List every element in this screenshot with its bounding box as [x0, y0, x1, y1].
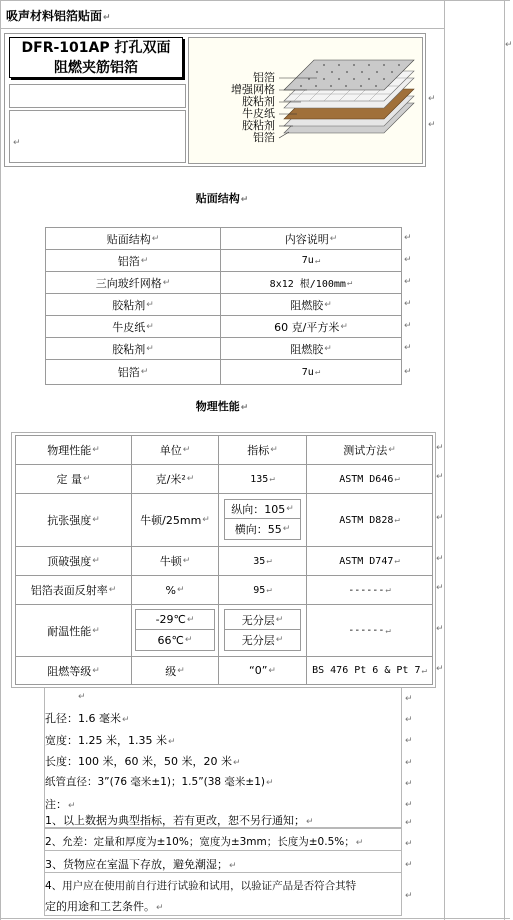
note-item: 4、用户应在使用前自行进行试验和试用，以验证产品是否符合其特 — [45, 880, 357, 892]
property-name: 耐温性能 ↵ — [15, 604, 132, 657]
blank-box — [9, 110, 186, 163]
structure-header-cell: 贴面结构 ↵ — [45, 227, 221, 250]
paragraph-mark-icon: ↵ — [404, 367, 412, 377]
paragraph-mark-icon: ↵ — [405, 758, 413, 768]
layer-label-foil: 铝箔 — [253, 71, 275, 84]
paragraph-mark-icon: ↵ — [13, 138, 21, 148]
properties-header-cell: 单位 ↵ — [131, 435, 219, 465]
structure-cell: 牛皮纸 ↵ — [45, 315, 221, 338]
property-method: ------ ↵ — [306, 575, 433, 605]
structure-cell: 铝箔 ↵ — [45, 359, 221, 385]
property-unit: 级 ↵ — [131, 656, 219, 685]
paragraph-mark-icon: ↵ — [404, 233, 412, 243]
layer-label-foil: 铝箔 — [253, 131, 275, 144]
note-line: 孔径：1.6 毫米↵ — [45, 712, 130, 725]
note-line: 长度：100 米，60 米，50 米，20 米↵ — [45, 755, 241, 768]
structure-cell: 阻燃胶 ↵ — [220, 337, 402, 360]
structure-cell: 7u ↵ — [220, 249, 402, 272]
blank-box — [9, 84, 186, 108]
property-value: 横向：55 ↵ — [224, 518, 301, 540]
structure-cell: 阻燃胶 ↵ — [220, 293, 402, 316]
structure-header-cell: 内容说明 ↵ — [220, 227, 402, 250]
property-name: 铝箔表面反射率 ↵ — [15, 575, 132, 605]
paragraph-mark-icon: ↵ — [240, 195, 249, 205]
paragraph-mark-icon: ↵ — [405, 715, 413, 725]
note-item: 3、货物应在室温下存放，避免潮湿；↵ — [45, 858, 237, 871]
properties-heading: 物理性能↵ — [195, 400, 249, 413]
property-method: ASTM D646 ↵ — [306, 464, 433, 494]
note-line: 注：↵ — [45, 798, 76, 811]
product-title-line1: DFR-101AP 打孔双面 — [21, 40, 171, 56]
paragraph-mark-icon: ↵ — [404, 321, 412, 331]
paragraph-mark-icon: ↵ — [436, 583, 444, 593]
paragraph-mark-icon: ↵ — [436, 624, 444, 634]
property-method: ASTM D747 ↵ — [306, 546, 433, 576]
structure-cell: 三向玻纤网格 ↵ — [45, 271, 221, 294]
paragraph-mark-icon: ↵ — [436, 472, 444, 482]
layer-diagram — [188, 37, 423, 164]
note-item: 定的用途和工艺条件。↵ — [45, 900, 164, 913]
property-unit: % ↵ — [131, 575, 219, 605]
structure-cell: 8x12 根/100mm ↵ — [220, 271, 402, 294]
paragraph-mark-icon: ↵ — [404, 277, 412, 287]
paragraph-mark-icon: ↵ — [240, 403, 249, 413]
paragraph-mark-icon: ↵ — [405, 694, 413, 704]
paragraph-mark-icon: ↵ — [405, 860, 413, 870]
property-name: 定 量 ↵ — [15, 464, 132, 494]
paragraph-mark-icon: ↵ — [428, 94, 436, 104]
property-name: 阻燃等级 ↵ — [15, 656, 132, 685]
property-value: 纵向：105 ↵ — [224, 499, 301, 519]
properties-header-cell: 指标 ↵ — [218, 435, 307, 465]
paragraph-mark-icon: ↵ — [436, 443, 444, 453]
property-value: 135 ↵ — [218, 464, 307, 494]
property-method: BS 476 Pt 6 & Pt 7 ↵ — [306, 656, 433, 685]
property-value: “0” ↵ — [218, 656, 307, 685]
paragraph-mark-icon: ↵ — [405, 779, 413, 789]
note-line: 宽度：1.25 米，1.35 米↵ — [45, 734, 176, 747]
product-title-line2: 阻燃夹筋铝箔 — [54, 60, 138, 76]
layer-label-adhesive: 胶粘剂 — [242, 119, 275, 132]
structure-cell: 铝箔 ↵ — [45, 249, 221, 272]
note-line: 纸管直径：3”(76 毫米±1)；1.5”(38 毫米±1)↵ — [45, 776, 274, 788]
paragraph-mark-icon: ↵ — [404, 343, 412, 353]
property-method: ASTM D828 ↵ — [306, 493, 433, 547]
structure-cell: 胶粘剂 ↵ — [45, 337, 221, 360]
paragraph-mark-icon: ↵ — [405, 818, 413, 828]
paragraph-mark-icon: ↵ — [404, 255, 412, 265]
paragraph-mark-icon: ↵ — [436, 554, 444, 564]
property-unit: 牛顿 ↵ — [131, 546, 219, 576]
property-value: 95 ↵ — [218, 575, 307, 605]
structure-heading: 贴面结构↵ — [195, 192, 249, 205]
property-unit: -29℃ ↵ — [135, 609, 215, 630]
paragraph-mark-icon: ↵ — [405, 736, 413, 746]
paragraph-mark-icon: ↵ — [436, 664, 444, 674]
paragraph-mark-icon: ↵ — [505, 40, 513, 50]
layer-label-kraft: 牛皮纸 — [242, 107, 275, 120]
paragraph-mark-icon: ↵ — [405, 800, 413, 810]
properties-header-cell: 测试方法 ↵ — [306, 435, 433, 465]
property-name: 抗张强度 ↵ — [15, 493, 132, 547]
structure-cell: 60 克/平方米 ↵ — [220, 315, 402, 338]
paragraph-mark-icon: ↵ — [428, 120, 436, 130]
note-item: 2、允差：定量和厚度为±10%；宽度为±3mm；长度为±0.5%；↵ — [45, 836, 364, 848]
properties-header-cell: 物理性能 ↵ — [15, 435, 132, 465]
property-value: 35 ↵ — [218, 546, 307, 576]
property-unit: 克/米² ↵ — [131, 464, 219, 494]
property-method: ------ ↵ — [306, 604, 433, 657]
property-unit: 牛顿/25mm ↵ — [131, 493, 219, 547]
paragraph-mark-icon: ↵ — [436, 513, 444, 523]
property-name: 顶破强度 ↵ — [15, 546, 132, 576]
structure-cell: 7u ↵ — [220, 359, 402, 385]
paragraph-mark-icon: ↵ — [405, 839, 413, 849]
paragraph-mark-icon: ↵ — [404, 299, 412, 309]
property-unit: 66℃ ↵ — [135, 629, 215, 651]
product-title-box — [9, 37, 183, 78]
paragraph-mark-icon: ↵ — [405, 891, 413, 901]
property-value: 无分层 ↵ — [224, 609, 301, 630]
layer-label-mesh: 增强网格 — [231, 83, 275, 96]
property-value: 无分层 ↵ — [224, 629, 301, 651]
paragraph-mark-icon: ↵ — [103, 13, 111, 23]
note-item: 1、以上数据为典型指标，若有更改，恕不另行通知；↵ — [45, 814, 314, 827]
structure-cell: 胶粘剂 ↵ — [45, 293, 221, 316]
page-title: 吸声材料铝箔贴面↵ — [6, 9, 111, 23]
layer-label-adhesive: 胶粘剂 — [242, 95, 275, 108]
paragraph-mark-icon: ↵ — [78, 692, 86, 702]
